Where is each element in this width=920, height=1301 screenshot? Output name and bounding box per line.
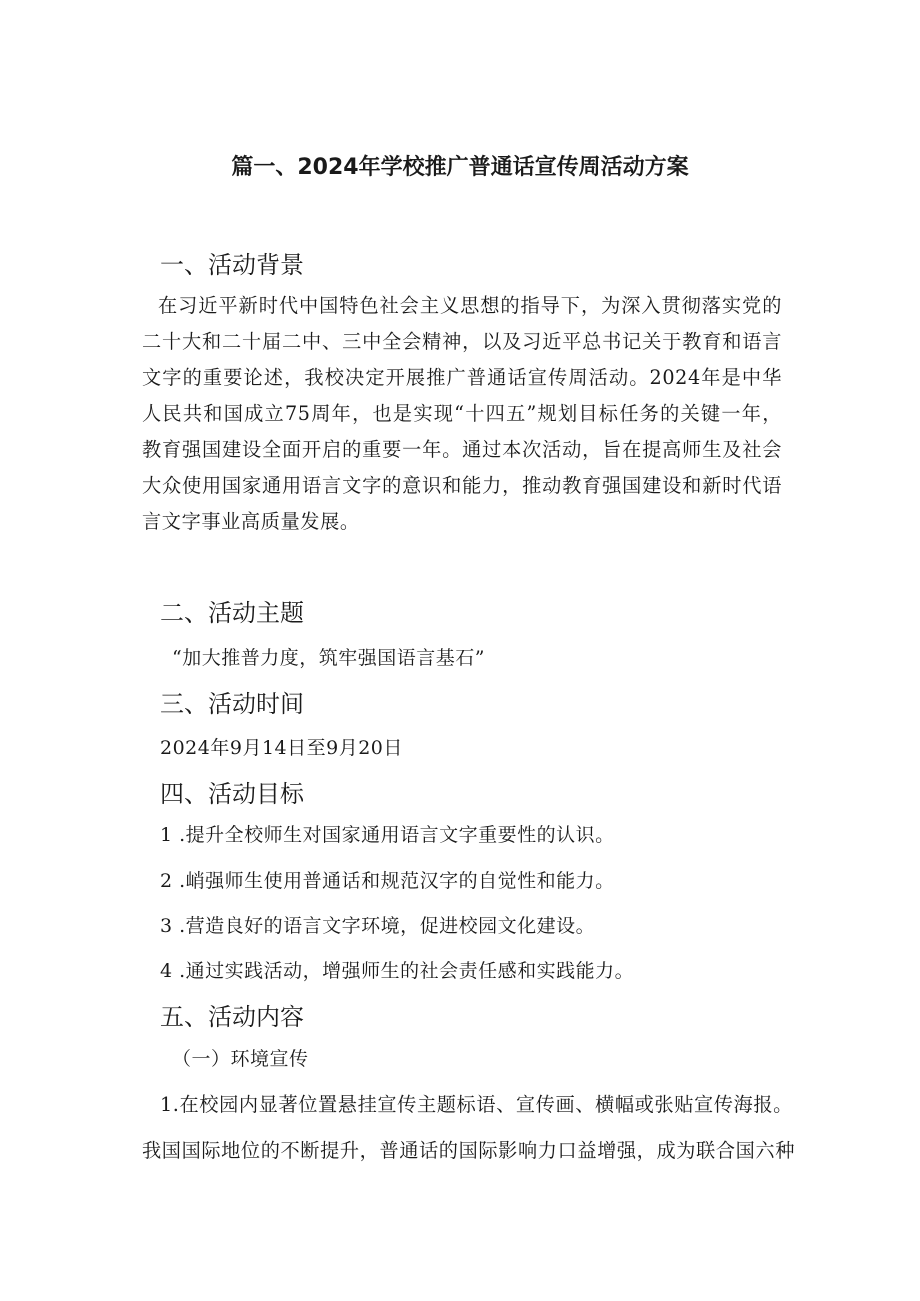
section-heading-content: 五、活动内容 [160, 1003, 304, 1031]
goal-item: 1 .提升全校师生对国家通用语言文字重要性的认识。 [160, 824, 615, 846]
content-continuation: 我国国际地位的不断提升，普通话的国际影响力口益增强，成为联合国六种 [142, 1139, 795, 1162]
theme-text: “加大推普力度，筑牢强国语言基石” [172, 647, 485, 669]
goal-item: 4 .通过实践活动，增强师生的社会责任感和实践能力。 [160, 960, 635, 982]
goal-item: 2 .峭强师生使用普通话和规范汉字的自觉性和能力。 [160, 870, 615, 892]
goal-item: 3 .营造良好的语言文字环境，促进校园文化建设。 [160, 915, 596, 937]
background-paragraph: 在习近平新时代中国特色社会主义思想的指导下，为深入贯彻落实党的二十大和二十届二中、三中全会精神，以及习近平总书记关于教育和语言文字的重要论述，我校决定开展推广普通话宣传周活动。2024年是中华人民共和国成立75周年，也是实现“十四五”规划目标任务的关键一年，教育强国建设全面开启的重要一年。通过本次活动，旨在提高师生及社会大众使用国家通用语言文字的意识和能力，推动教育强国建设和新时代语言文字事业高质量发展。 [142, 294, 782, 533]
section-heading-goals: 四、活动目标 [160, 780, 304, 808]
document-title: 篇一、2024年学校推广普通话宣传周活动方案 [231, 155, 689, 180]
content-item-1: 1.在校园内显著位置悬挂宣传主题标语、宣传画、横幅或张贴宣传海报。 [160, 1093, 793, 1116]
section-heading-background: 一、活动背景 [160, 251, 304, 279]
section-heading-theme: 二、活动主题 [160, 599, 304, 627]
content-sub-heading: （一）环境宣传 [172, 1048, 309, 1070]
section-heading-time: 三、活动时间 [160, 690, 304, 718]
time-text: 2024年9月14日至9月20日 [160, 737, 403, 759]
